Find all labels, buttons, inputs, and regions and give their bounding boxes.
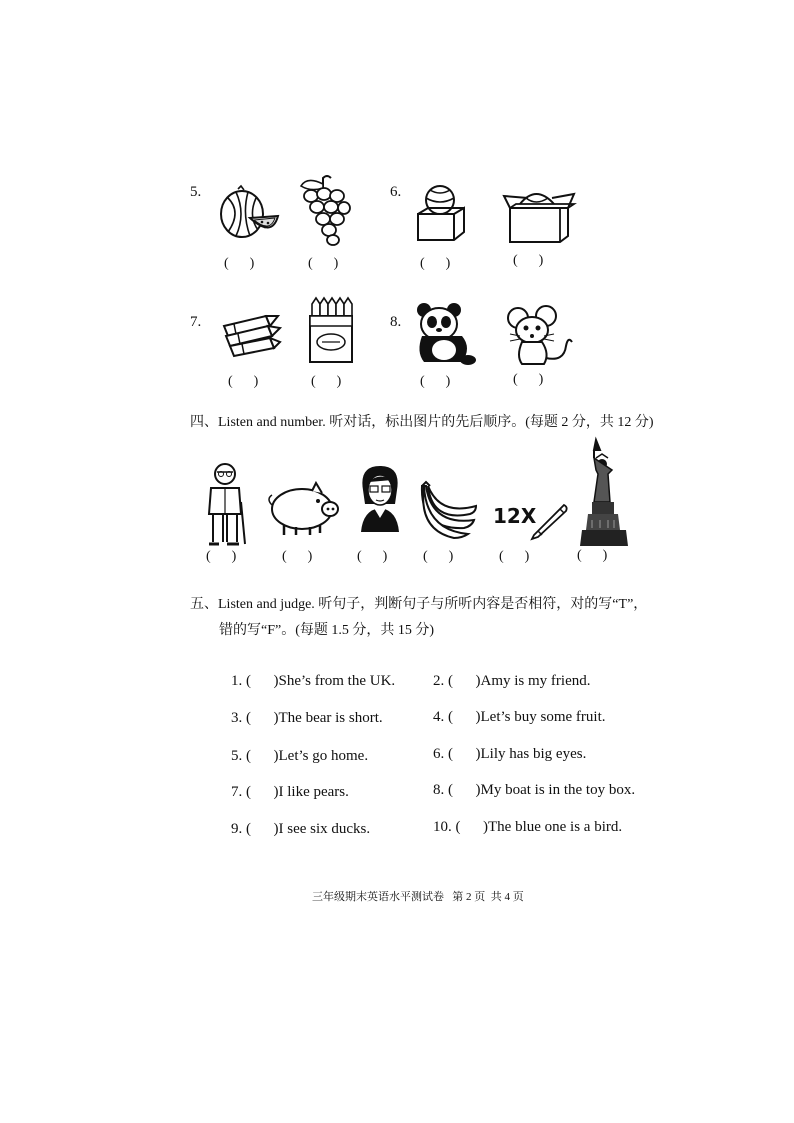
judge-item bbox=[216, 804, 370, 855]
answer-bracket[interactable]: 3. ( ) bbox=[231, 710, 279, 726]
answer-bracket[interactable]: ( ) bbox=[357, 549, 388, 564]
answer-bracket[interactable]: 1. ( ) bbox=[231, 673, 279, 689]
sentence: Let’s buy some fruit. bbox=[480, 709, 606, 725]
section-heading: 五、Listen and judge. 听句子，判断句子与所听内容是否相符，对的写“T”， bbox=[190, 597, 648, 612]
grapes-icon bbox=[297, 174, 351, 246]
item-number: 5. bbox=[190, 184, 202, 200]
section-heading: 四、Listen and number. 听对话，标出图片的先后顺序。(每题 2 分，共 12 分) bbox=[190, 415, 654, 430]
answer-bracket[interactable]: 8. ( ) bbox=[433, 782, 481, 798]
answer-bracket[interactable]: 4. ( ) bbox=[433, 709, 481, 725]
item-number: 7. bbox=[190, 314, 202, 330]
grandpa-icon bbox=[205, 462, 249, 548]
pig-icon bbox=[268, 483, 342, 537]
sentence: The blue one is a bird. bbox=[488, 819, 623, 835]
statue-of-liberty-icon bbox=[580, 440, 630, 546]
watermelon-icon bbox=[218, 186, 280, 242]
answer-bracket[interactable]: 7. ( ) bbox=[231, 784, 279, 800]
answer-bracket[interactable]: ( ) bbox=[423, 549, 454, 564]
answer-bracket[interactable]: ( ) bbox=[513, 253, 544, 268]
answer-bracket[interactable]: ( ) bbox=[282, 549, 313, 564]
sentence: The bear is short. bbox=[278, 710, 383, 726]
crayons-icon bbox=[220, 312, 282, 358]
answer-bracket[interactable]: 6. ( ) bbox=[433, 746, 481, 762]
answer-bracket[interactable]: ( ) bbox=[228, 374, 259, 389]
answer-bracket[interactable]: ( ) bbox=[308, 256, 339, 271]
answer-bracket[interactable]: ( ) bbox=[577, 548, 608, 563]
sentence: I like pears. bbox=[278, 784, 349, 800]
item-number: 8. bbox=[390, 314, 402, 330]
sentence: Lily has big eyes. bbox=[480, 746, 587, 762]
sentence: I see six ducks. bbox=[278, 821, 371, 837]
answer-bracket[interactable]: ( ) bbox=[420, 256, 451, 271]
answer-bracket[interactable]: 5. ( ) bbox=[231, 748, 279, 764]
bananas-icon bbox=[412, 480, 478, 538]
answer-bracket[interactable]: 2. ( ) bbox=[433, 673, 481, 689]
answer-bracket[interactable]: ( ) bbox=[311, 374, 342, 389]
answer-bracket[interactable]: ( ) bbox=[420, 374, 451, 389]
answer-bracket[interactable]: ( ) bbox=[224, 256, 255, 271]
answer-bracket[interactable]: ( ) bbox=[513, 372, 544, 387]
woman-face-icon bbox=[359, 464, 401, 532]
crayon-box-icon bbox=[308, 296, 354, 364]
sentence: Amy is my friend. bbox=[480, 673, 591, 689]
sentence: My boat is in the toy box. bbox=[480, 782, 636, 798]
sentence: Let’s go home. bbox=[278, 748, 369, 764]
panda-icon bbox=[414, 302, 476, 366]
section-heading-line2: 错的写“F”。(每题 1.5 分，共 15 分) bbox=[219, 623, 435, 638]
mouse-icon bbox=[506, 306, 576, 368]
answer-bracket[interactable]: 9. ( ) bbox=[231, 821, 279, 837]
item-number: 6. bbox=[390, 184, 402, 200]
answer-bracket[interactable]: ( ) bbox=[206, 549, 237, 564]
ball-in-box-icon bbox=[502, 186, 578, 242]
page-footer: 三年级期末英语水平测试卷 第 2 页 共 4 页 bbox=[312, 891, 524, 903]
quantity-label: 12X bbox=[493, 504, 537, 528]
ball-on-box-icon bbox=[416, 184, 468, 244]
sentence: She’s from the UK. bbox=[278, 673, 396, 689]
answer-bracket[interactable]: ( ) bbox=[499, 549, 530, 564]
answer-bracket[interactable]: 10. ( ) bbox=[433, 819, 488, 835]
judge-item bbox=[418, 802, 622, 853]
pen-icon bbox=[530, 503, 570, 539]
